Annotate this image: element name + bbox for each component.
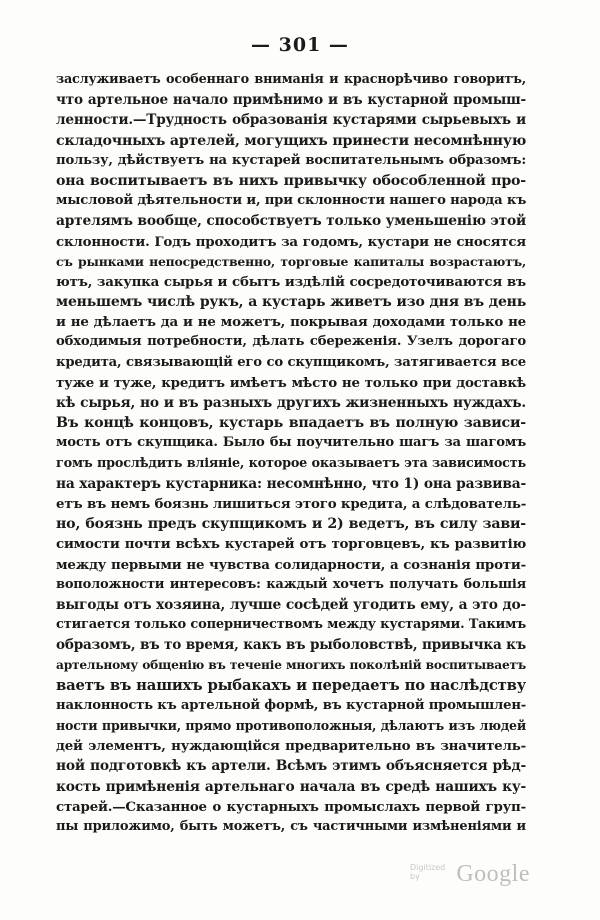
text-line: туже и туже, кредитъ имѣетъ мѣсто не только при доставкѣ (56, 374, 526, 391)
text-line: кѣ сырья, но и въ разныхъ другихъ жизненныхъ нуждахъ. (56, 395, 526, 411)
text-line: ности привычки, прямо противоположныя, дѣлаютъ изъ людей (56, 718, 526, 733)
text-line: артельному общенію въ теченіе многихъ поколѣній воспитываетъ (56, 658, 526, 673)
text-line: меньшемъ числѣ рукъ, а кустарь живетъ изо дня въ день (56, 294, 526, 311)
text-line: кредита, связывающій его со скупщикомъ, затягивается все (56, 354, 526, 370)
google-watermark (410, 852, 530, 886)
text-line: стигается только соперничествомъ между кустарями. Такимъ (56, 617, 526, 633)
text-line: образомъ, въ то время, какъ въ рыболовствѣ, привычка къ (56, 637, 526, 654)
text-line: кость примѣненія артельнаго начала въ средѣ нашихъ ку- (56, 778, 526, 795)
text-line: обходимыя потребности, дѣлать сбереженія. Узелъ дорогаго (56, 334, 526, 350)
text-line: и не дѣлаетъ да и не можетъ, покрывая доходами только не (56, 314, 526, 331)
text-line: заслуживаетъ особеннаго вниманія и краснорѣчиво говоритъ, (56, 72, 526, 87)
text-line: пользу, дѣйствуетъ на кустарей воспитательнымъ образомъ: (56, 152, 526, 168)
text-line: склонности. Годъ проходитъ за годомъ, кустари не сносятся (56, 233, 526, 250)
text-line: ной подготовкѣ къ артели. Всѣмъ этимъ объясняется рѣд- (56, 758, 526, 775)
text-line: старей.—Сказанное о кустарныхъ промыслахъ первой груп- (56, 798, 526, 815)
watermark-prefix: Digitized by (410, 863, 446, 881)
text-line: гомъ прослѣдить вліяніе, которое оказываетъ эта зависимость (56, 455, 526, 471)
text-line: но, боязнь предъ скупщикомъ и 2) ведетъ, въ силу зави- (56, 516, 526, 533)
text-line: мость отъ скупщика. Было бы поучительно шагъ за шагомъ (56, 435, 526, 451)
text-line: пы приложимо, быть можетъ, съ частичными измѣненіями и (56, 818, 526, 834)
text-line: артелямъ вообще, способствуетъ только уменьшенію этой (56, 213, 526, 230)
text-line: ютъ, закупка сырья и сбытъ издѣлій сосредоточиваются въ (56, 273, 526, 290)
body-text (56, 70, 526, 837)
text-line: съ рынками непосредственно, торговые капиталы возрастаютъ, (56, 253, 526, 269)
text-line: складочныхъ артелей, могущихъ принести несомнѣнную (56, 132, 526, 149)
text-line: что артельное начало примѣнимо и въ кустарной промыш- (56, 92, 526, 109)
google-logo: Google (456, 861, 530, 887)
text-line: симости почти всѣхъ кустарей отъ торговцевъ, къ развитію (56, 536, 526, 553)
text-line: ленности.—Трудность образованія кустарями сырьевыхъ и (56, 112, 526, 129)
text-line: наклонность къ артельной формѣ, въ кустарной промышлен- (56, 697, 526, 713)
text-line: Въ концѣ концовъ, кустарь впадаетъ въ полную зависи- (56, 415, 526, 432)
text-line: дей элементъ, нуждающійся предварительно въ значитель- (56, 738, 526, 755)
text-line: мысловой дѣятельности и, при склонности нашего народа къ (56, 193, 526, 209)
page-number: — 301 — (251, 34, 349, 56)
text-line: она воспитываетъ въ нихъ привычку обособленной про- (56, 172, 526, 189)
text-line: на характеръ кустарника: несомнѣнно, что 1) она развива- (56, 475, 526, 492)
text-line: между первыми не чувства солидарности, а сознанія проти- (56, 556, 526, 573)
text-line: выгоды отъ хозяина, лучше сосѣдей угодить ему, а это до- (56, 596, 526, 613)
text-line: ваетъ въ нашихъ рыбакахъ и передаетъ по наслѣдству (56, 676, 526, 694)
text-line: етъ въ немъ боязнь лишиться этого кредита, а слѣдователь- (56, 495, 526, 512)
text-line: воположности интересовъ: каждый хочетъ получать большія (56, 576, 526, 592)
